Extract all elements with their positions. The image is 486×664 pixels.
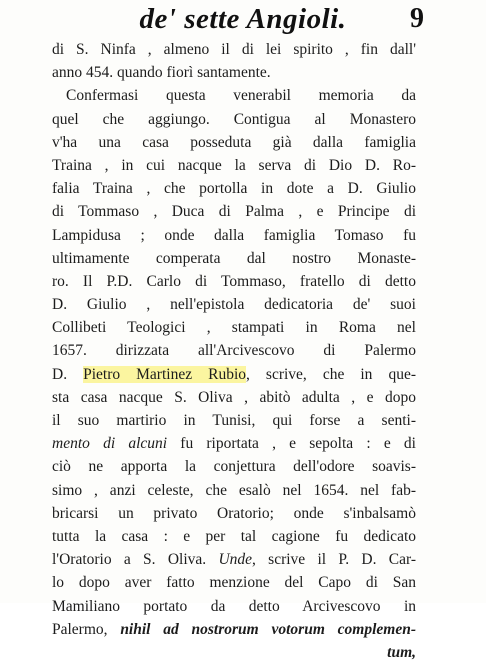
text-line: lo dopo aver fatto menzione del Capo di San — [52, 574, 416, 592]
text-segment: D. — [52, 365, 84, 383]
text-line: tutta la casa : e per tal cagione fu dedicato — [52, 527, 416, 545]
text-line: di S. Ninfa , almeno il di lei spirito , fin dall' — [52, 41, 416, 58]
text-line: anno 454. quando fiorì santamente. — [52, 64, 271, 82]
text-line: ro. Il P.D. Carlo di Tommaso, fratello di detto — [52, 272, 416, 290]
text-line — [52, 618, 416, 641]
text-line: 1657. dirizzata all'Arcivescovo di Palermo — [52, 342, 416, 360]
text-line: Lampidusa ; onde dalla famiglia Tomaso fu — [52, 226, 416, 244]
text-line: v'ha una casa posseduta già dalla famiglia — [52, 133, 416, 151]
text-line: simo , anzi celeste, che esalò nel 1654. nel fab- — [52, 481, 416, 499]
running-title: de' sette Angioli. — [139, 3, 347, 35]
catchword: tum, — [387, 643, 416, 661]
text-segment: , scrive il P. D. Car- — [252, 551, 417, 569]
text-line: Collibeti Teologici , stampati in Roma nel — [52, 319, 416, 337]
text-segment: , scrive, che in que- — [246, 365, 416, 383]
text-line: Confermasi questa venerabil memoria da — [66, 87, 416, 105]
text-segment: fu riportata , e sepolta : e di — [167, 435, 416, 453]
text-line: il suo martirio in Tunisi, qui forse a senti- — [52, 412, 416, 429]
text-segment: Palermo, — [52, 620, 121, 638]
text-line: D. Giulio , nell'epistola dedicatoria de' suoi — [52, 296, 416, 314]
highlighted-name: Pietro Martinez Rubio — [83, 365, 247, 383]
text-line — [52, 548, 416, 571]
italic-text: mento di alcuni — [52, 435, 168, 453]
body-text — [52, 38, 416, 664]
text-line: di Tommaso , Duca di Palma , e Principe di — [52, 203, 416, 221]
bold-italic-text: nihil ad nostrorum votorum complemen- — [120, 620, 416, 638]
text-segment: l'Oratorio a S. Oliva. — [52, 551, 219, 569]
text-line: Traina , in cui nacque la serva di Dio D. Ro- — [52, 156, 416, 174]
text-line: quel che aggiungo. Contigua al Monastero — [52, 110, 416, 128]
page-number: 9 — [410, 3, 424, 34]
text-line — [52, 432, 416, 455]
text-line — [52, 363, 416, 386]
italic-text: Unde — [218, 551, 253, 569]
text-line: falia Traina , che portolla in dote a D. Giulio — [52, 180, 416, 198]
text-line: ciò ne apporta la conjettura dell'odore soavis- — [52, 458, 416, 476]
text-line: sta casa nacque S. Oliva , abitò adulta , e dopo — [52, 388, 416, 406]
text-line: ultimamente comperata dal nostro Monaste- — [52, 249, 416, 267]
running-head — [60, 1, 426, 37]
text-line: bricarsi un privato Oratorio; onde s'inbalsamò — [52, 504, 416, 522]
text-line: Mamiliano portato da detto Arcivescovo in — [52, 597, 416, 615]
